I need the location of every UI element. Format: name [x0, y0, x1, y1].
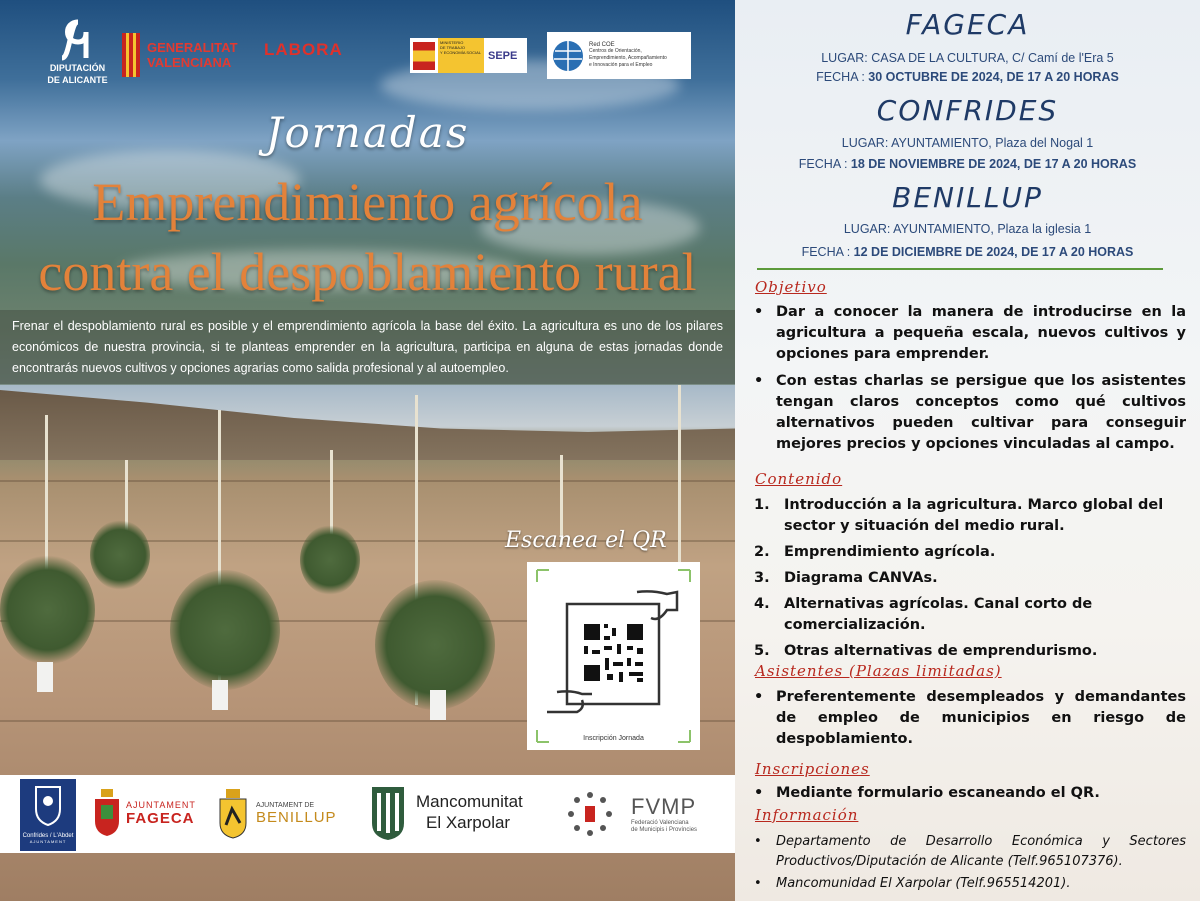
generalitat-shield-icon	[120, 31, 142, 79]
event-town-fageca: FAGECA	[905, 8, 1030, 41]
list-item	[754, 594, 1186, 636]
event-town-benillup: BENILLUP	[892, 181, 1043, 214]
qr-caption: Inscripción Jornada	[583, 735, 644, 742]
list-item-text: Diagrama CANVAs.	[784, 570, 938, 586]
spain-shield-icon	[413, 42, 435, 70]
event-lugar-fageca: LUGAR: CASA DE LA CULTURA, C/ Camí de l'Era 5	[821, 51, 1114, 65]
list-item	[754, 542, 1186, 563]
qr-card[interactable]	[527, 562, 700, 750]
heading-asistentes: Asistentes (Plazas limitadas)	[755, 662, 1002, 680]
list-item	[754, 874, 1186, 894]
list-item-text: Con estas charlas se persigue que los asistentes tengan claros conceptos como qué cultivos alternativos pueden cultivar para conseguir mejores precios y opciones vinculadas al campo.	[776, 373, 1186, 452]
list-item	[754, 495, 1186, 537]
benillup-top-text: AJUNTAMENT DE	[256, 802, 315, 809]
list-item-text: Alternativas agrícolas. Canal corto de comercialización.	[784, 596, 1093, 633]
intro-text: Frenar el despoblamiento rural es posible y el emprendimiento agrícola la base del éxito. La agricultura es uno de los pilares económicos de nuestra provincia, si te planteas emprender en la agricultura, participa en alguna de estas jornadas donde encontrarás nuevos cultivos y opciones agrarias como salida profesional y al autoempleo.	[12, 319, 723, 375]
fvmp-logo	[565, 789, 697, 839]
list-item-text: Mancomunidad El Xarpolar (Telf.965514201).	[776, 876, 1071, 891]
list-item-text: Preferentemente desempleados y demandantes de empleo de municipios en riesgo de despoblamiento.	[776, 689, 1186, 747]
fecha-label: FECHA :	[816, 70, 869, 84]
list-number: 3.	[754, 570, 770, 586]
fecha-label: FECHA :	[798, 157, 851, 171]
labora-logo	[264, 40, 343, 60]
fageca-logo	[93, 789, 196, 837]
list-number: 1.	[754, 497, 770, 513]
title-line-2: contra el despoblamiento rural	[38, 242, 697, 302]
diputacion-logo	[40, 18, 115, 86]
diputacion-emblem-icon	[58, 18, 98, 62]
redcoe-title: Red COE	[589, 42, 615, 48]
qr-label: Escanea el QR	[505, 528, 667, 553]
ministerio-sepe-logo	[410, 38, 527, 73]
furrow	[0, 480, 735, 482]
event-lugar-confrides: LUGAR: AYUNTAMIENTO, Plaza del Nogal 1	[841, 136, 1094, 150]
bullet-icon: •	[754, 689, 764, 705]
confrides-shield-icon	[20, 779, 76, 829]
divider	[757, 268, 1163, 270]
list-item-text: Departamento de Desarrollo Económica y Sectores Productivos/Diputación de Alicante (Telf.965107376).	[776, 834, 1186, 869]
olive-tree	[0, 555, 95, 665]
benillup-logo	[218, 789, 337, 839]
mancomunitat-logo	[368, 783, 523, 841]
bullet-icon: •	[754, 876, 762, 891]
bullet-icon: •	[754, 373, 764, 389]
generalitat-logo	[120, 30, 238, 80]
heading-inscripciones: Inscripciones	[755, 760, 870, 778]
list-item-text: Otras alternativas de emprendurismo.	[784, 643, 1098, 659]
fageca-top-text: AJUNTAMENT	[126, 799, 196, 810]
mancomunitat-emblem-icon	[368, 783, 408, 841]
tree-guard	[430, 690, 446, 720]
mancomunitat-line2: El Xarpolar	[426, 813, 511, 832]
olive-tree	[300, 525, 360, 595]
list-item	[754, 832, 1186, 872]
bullet-icon: •	[754, 785, 764, 801]
fecha-label: FECHA :	[801, 245, 854, 259]
event-fecha-fageca	[735, 70, 1200, 84]
event-fecha-benillup	[735, 245, 1200, 259]
fecha-value: 30 OCTUBRE DE 2024, DE 17 A 20 HORAS	[868, 70, 1119, 84]
title-line-1: Emprendimiento agrícola	[92, 172, 643, 232]
fecha-value: 18 DE NOVIEMBRE DE 2024, DE 17 A 20 HORAS	[850, 157, 1137, 171]
fecha-value: 12 DE DICIEMBRE DE 2024, DE 17 A 20 HORAS	[853, 245, 1134, 259]
list-item-text: Emprendimiento agrícola.	[784, 544, 996, 560]
inscripciones-list	[754, 783, 1186, 804]
list-item	[754, 302, 1186, 365]
heading-informacion: Información	[755, 806, 859, 824]
list-item-text: Mediante formulario escaneando el QR.	[776, 785, 1100, 801]
list-item-text: Introducción a la agricultura. Marco global del sector y situación del medio rural.	[784, 497, 1164, 534]
sepe-text: SEPE	[488, 49, 518, 62]
event-fecha-confrides	[735, 157, 1200, 171]
confrides-sub: AJUNTAMENT	[29, 839, 67, 844]
tree-guard	[37, 662, 53, 692]
informacion-list	[754, 832, 1186, 894]
benillup-shield-icon	[218, 789, 248, 839]
list-item	[754, 783, 1186, 804]
event-town-confrides: CONFRIDES	[876, 94, 1059, 127]
fvmp-text: FVMP	[631, 794, 697, 819]
fvmp-stars-icon	[565, 789, 615, 839]
list-item	[754, 687, 1186, 750]
list-item	[754, 568, 1186, 589]
objetivo-list	[754, 302, 1186, 455]
fvmp-sub: Federació Valenciana de Municipis i Províncies	[631, 820, 698, 833]
plant-stake	[678, 385, 681, 585]
confrides-text: Confrides / L'Abdet	[22, 833, 74, 839]
redcoe-description: Centros de Orientación, Emprendimiento, Acompañamiento e Innovación para el Empleo	[589, 48, 667, 68]
qr-code-icon	[527, 562, 700, 750]
list-number: 5.	[754, 643, 770, 659]
heading-objetivo: Objetivo	[755, 278, 827, 296]
event-lugar-benillup: LUGAR: AYUNTAMIENTO, Plaza la iglesia 1	[843, 222, 1092, 236]
bottom-logos-band	[0, 775, 735, 853]
redcoe-logo	[547, 32, 691, 79]
generalitat-text: GENERALITAT VALENCIANA	[147, 40, 238, 70]
fageca-shield-icon	[93, 789, 121, 837]
list-item-text: Dar a conocer la manera de introducirse en la agricultura a pequeña escala, nuevos cultivos y opciones para emprender.	[776, 304, 1186, 362]
asistentes-list	[754, 687, 1186, 750]
confrides-logo	[20, 779, 76, 851]
title-jornadas: Jornadas	[265, 108, 470, 157]
list-number: 4.	[754, 596, 770, 612]
benillup-text: BENILLUP	[256, 809, 337, 826]
list-number: 2.	[754, 544, 770, 560]
fageca-text: FAGECA	[126, 809, 195, 827]
intro-box	[0, 310, 735, 384]
bullet-icon: •	[754, 304, 764, 320]
list-item	[754, 371, 1186, 455]
mancomunitat-line1: Mancomunitat	[416, 792, 523, 811]
labora-text: LABORA	[264, 40, 343, 59]
tree-guard	[212, 680, 228, 710]
olive-tree	[90, 520, 150, 590]
ministerio-text: MINISTERIO DE TRABAJO Y ECONOMÍA SOCIAL	[438, 38, 484, 73]
contenido-list	[754, 495, 1186, 662]
diputacion-text: DIPUTACIÓN DE ALICANTE	[47, 63, 108, 85]
globe-icon	[551, 39, 585, 73]
olive-tree	[170, 570, 280, 690]
list-item	[754, 641, 1186, 662]
heading-contenido: Contenido	[755, 470, 843, 488]
bullet-icon: •	[754, 834, 762, 849]
